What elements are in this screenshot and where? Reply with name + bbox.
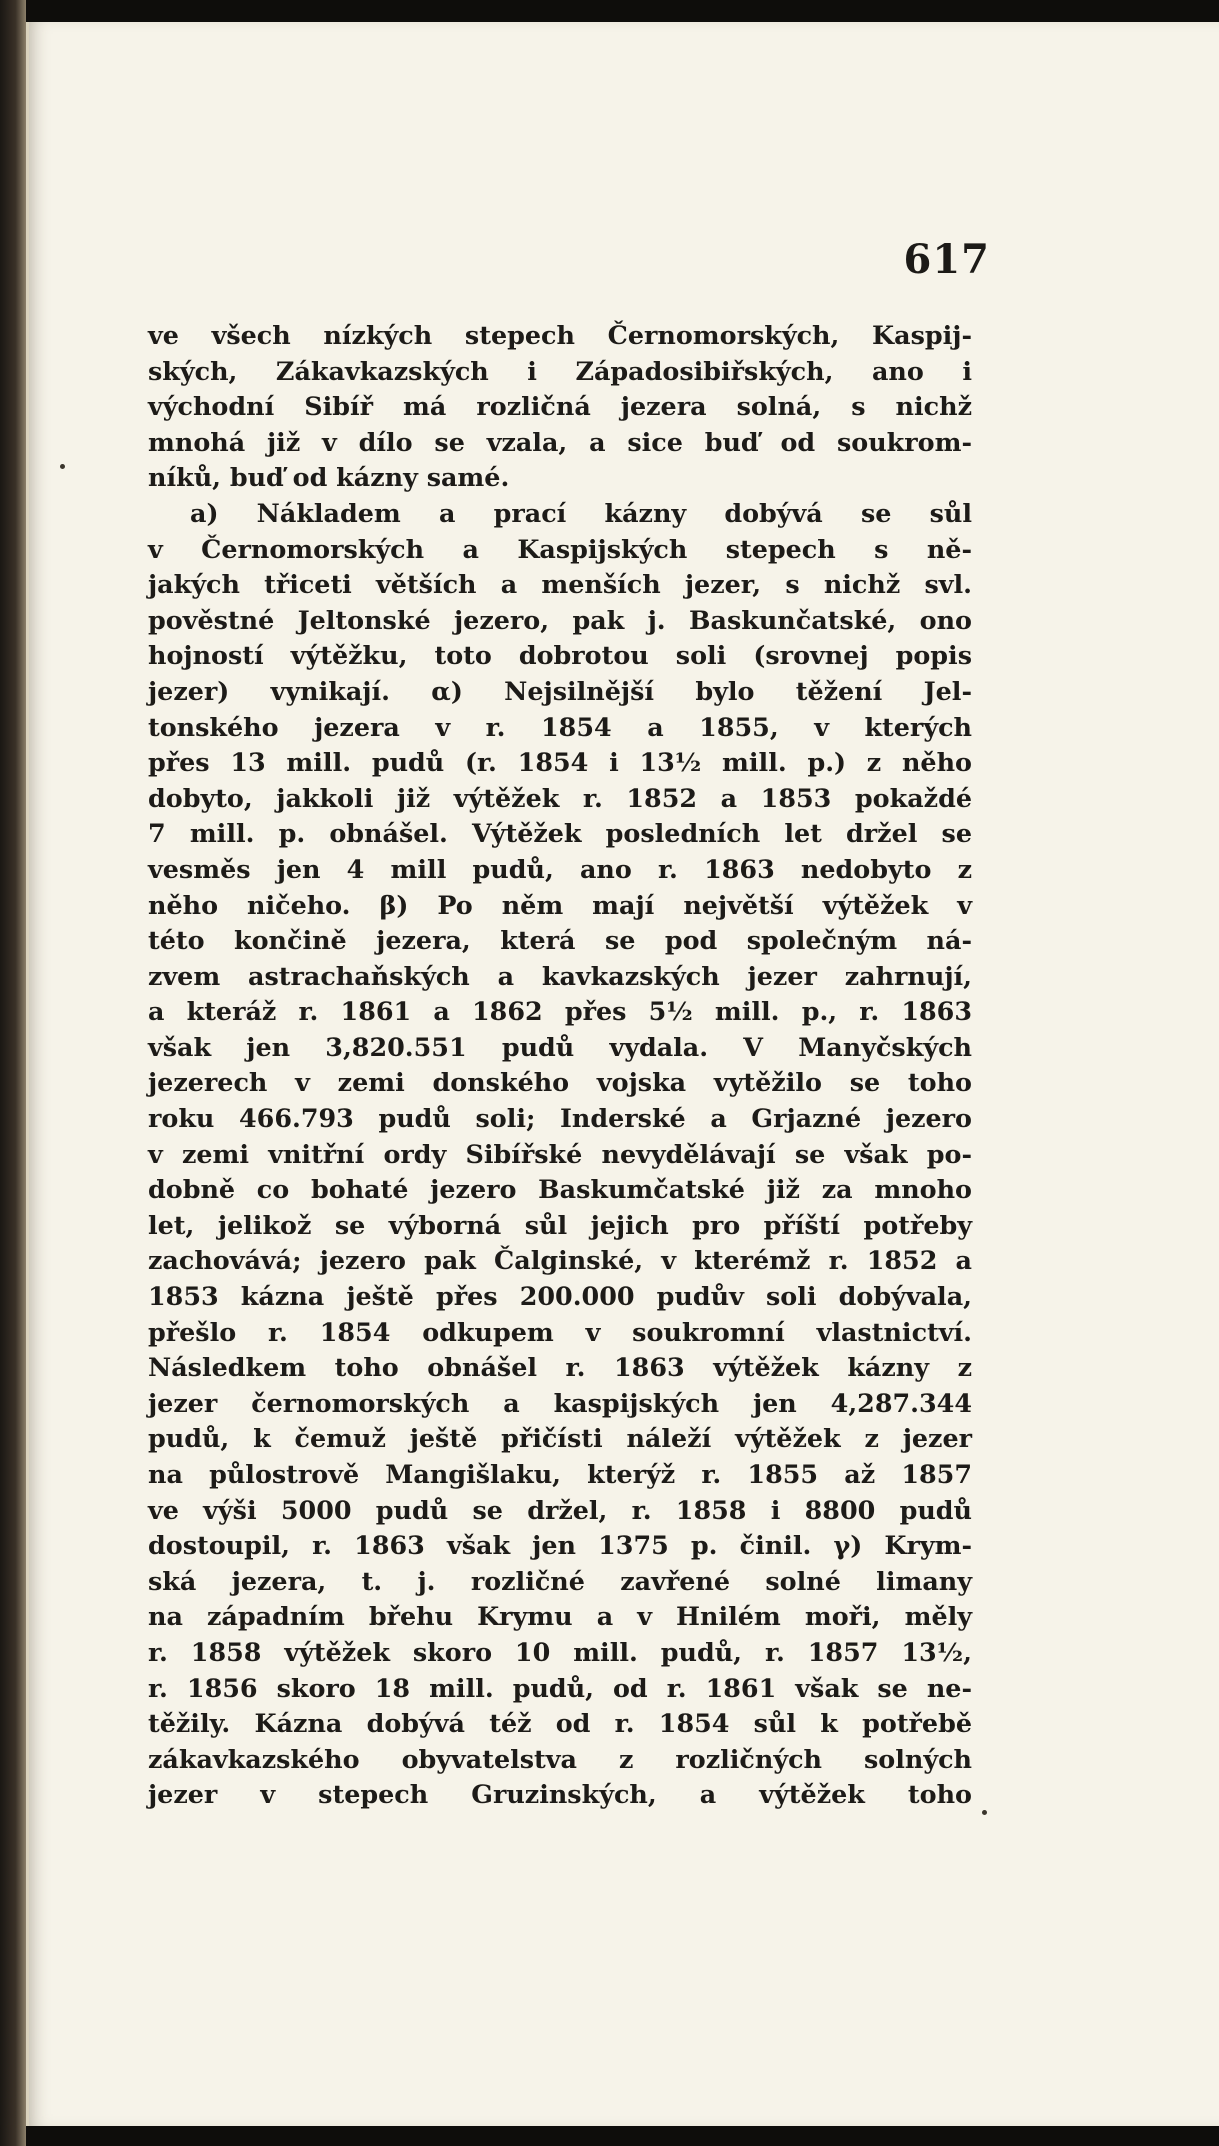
text-line: v Černomorských a Kaspijských stepech s ně-: [148, 533, 972, 564]
text-line: dobně co bohaté jezero Baskumčatské již za mnoho: [148, 1174, 972, 1205]
text-line: této končině jezera, která se pod společným ná-: [148, 925, 972, 956]
text-line: pudů, k čemuž ještě přičísti náleží výtěžek z jezer: [148, 1423, 972, 1454]
text-line: ských, Zákavkazských i Západosibiřských, ano i: [148, 355, 972, 386]
paper-speck: [982, 1810, 987, 1815]
text-line: dostoupil, r. 1863 však jen 1375 p. činil. γ) Krym-: [148, 1530, 972, 1561]
text-line: na západním břehu Krymu a v Hnilém moři, měly: [148, 1601, 972, 1632]
page-number: 617: [903, 236, 990, 283]
text-line: hojností výtěžku, toto dobrotou soli (srovnej popis: [148, 640, 972, 671]
text-line: zachovává; jezero pak Čalginské, v kterémž r. 1852 a: [148, 1245, 972, 1276]
text-line: roku 466.793 pudů soli; Inderské a Grjazné jezero: [148, 1103, 972, 1134]
text-line: něho ničeho. β) Po něm mají největší výtěžek v: [148, 889, 972, 920]
text-line: přes 13 mill. pudů (r. 1854 i 13½ mill. p.) z něho: [148, 747, 972, 778]
text-line: východní Sibíř má rozličná jezera solná, s nichž: [148, 391, 972, 422]
text-line: r. 1858 výtěžek skoro 10 mill. pudů, r. 1857 13½,: [148, 1636, 972, 1667]
text-line: let, jelikož se výborná sůl jejich pro příští potřeby: [148, 1209, 972, 1240]
text-line: zákavkazského obyvatelstva z rozličných solných: [148, 1743, 972, 1774]
text-line: ská jezera, t. j. rozličné zavřené solné limany: [148, 1565, 972, 1596]
text-line: 1853 kázna ještě přes 200.000 pudův soli dobývala,: [148, 1281, 972, 1312]
text-line: tonského jezera v r. 1854 a 1855, v kterých: [148, 711, 972, 742]
text-line: jezer černomorských a kaspijských jen 4,287.344: [148, 1387, 972, 1418]
text-line: jakých třiceti větších a menších jezer, s nichž svl.: [148, 569, 972, 600]
text-line: vesměs jen 4 mill pudů, ano r. 1863 nedobyto z: [148, 853, 972, 884]
text-line: a kteráž r. 1861 a 1862 přes 5½ mill. p., r. 1863: [148, 996, 972, 1027]
text-line: na půlostrově Mangišlaku, kterýž r. 1855 až 1857: [148, 1459, 972, 1489]
text-line: jezerech v zemi donského vojska vytěžilo se toho: [148, 1067, 972, 1098]
text-line: těžily. Kázna dobývá též od r. 1854 sůl k potřebě: [148, 1708, 972, 1739]
text-line: níků, buď od kázny samé.: [148, 462, 510, 493]
book-gutter: [0, 0, 26, 2146]
text-line: dobyto, jakkoli již výtěžek r. 1852 a 1853 pokaždé: [148, 782, 972, 813]
text-line: a) Nákladem a prací kázny dobývá se sůl: [190, 497, 972, 528]
text-line: jezer v stepech Gruzinských, a výtěžek toho: [148, 1779, 972, 1810]
text-line: jezer) vynikají. α) Nejsilnější bylo těžení Jel-: [148, 675, 972, 706]
text-line: v zemi vnitřní ordy Sibířské nevydělávají se však po-: [148, 1138, 972, 1169]
text-line: mnohá již v dílo se vzala, a sice buď od soukrom-: [148, 426, 972, 457]
text-line: zvem astrachaňských a kavkazských jezer zahrnují,: [148, 960, 972, 991]
body-text: [148, 318, 972, 1813]
paper-speck: [60, 464, 65, 469]
text-line: pověstné Jeltonské jezero, pak j. Baskunčatské, ono: [148, 604, 972, 635]
text-line: však jen 3,820.551 pudů vydala. V Manyčských: [148, 1031, 972, 1062]
text-line: ve výši 5000 pudů se držel, r. 1858 i 8800 pudů: [148, 1494, 972, 1525]
text-line: přešlo r. 1854 odkupem v soukromní vlastnictví.: [148, 1316, 972, 1347]
text-line: Následkem toho obnášel r. 1863 výtěžek kázny z: [148, 1352, 972, 1383]
text-line: ve všech nízkých stepech Černomorských, Kaspij-: [148, 320, 972, 350]
text-line: r. 1856 skoro 18 mill. pudů, od r. 1861 však se ne-: [148, 1672, 972, 1703]
text-line: 7 mill. p. obnášel. Výtěžek posledních let držel se: [148, 818, 972, 849]
